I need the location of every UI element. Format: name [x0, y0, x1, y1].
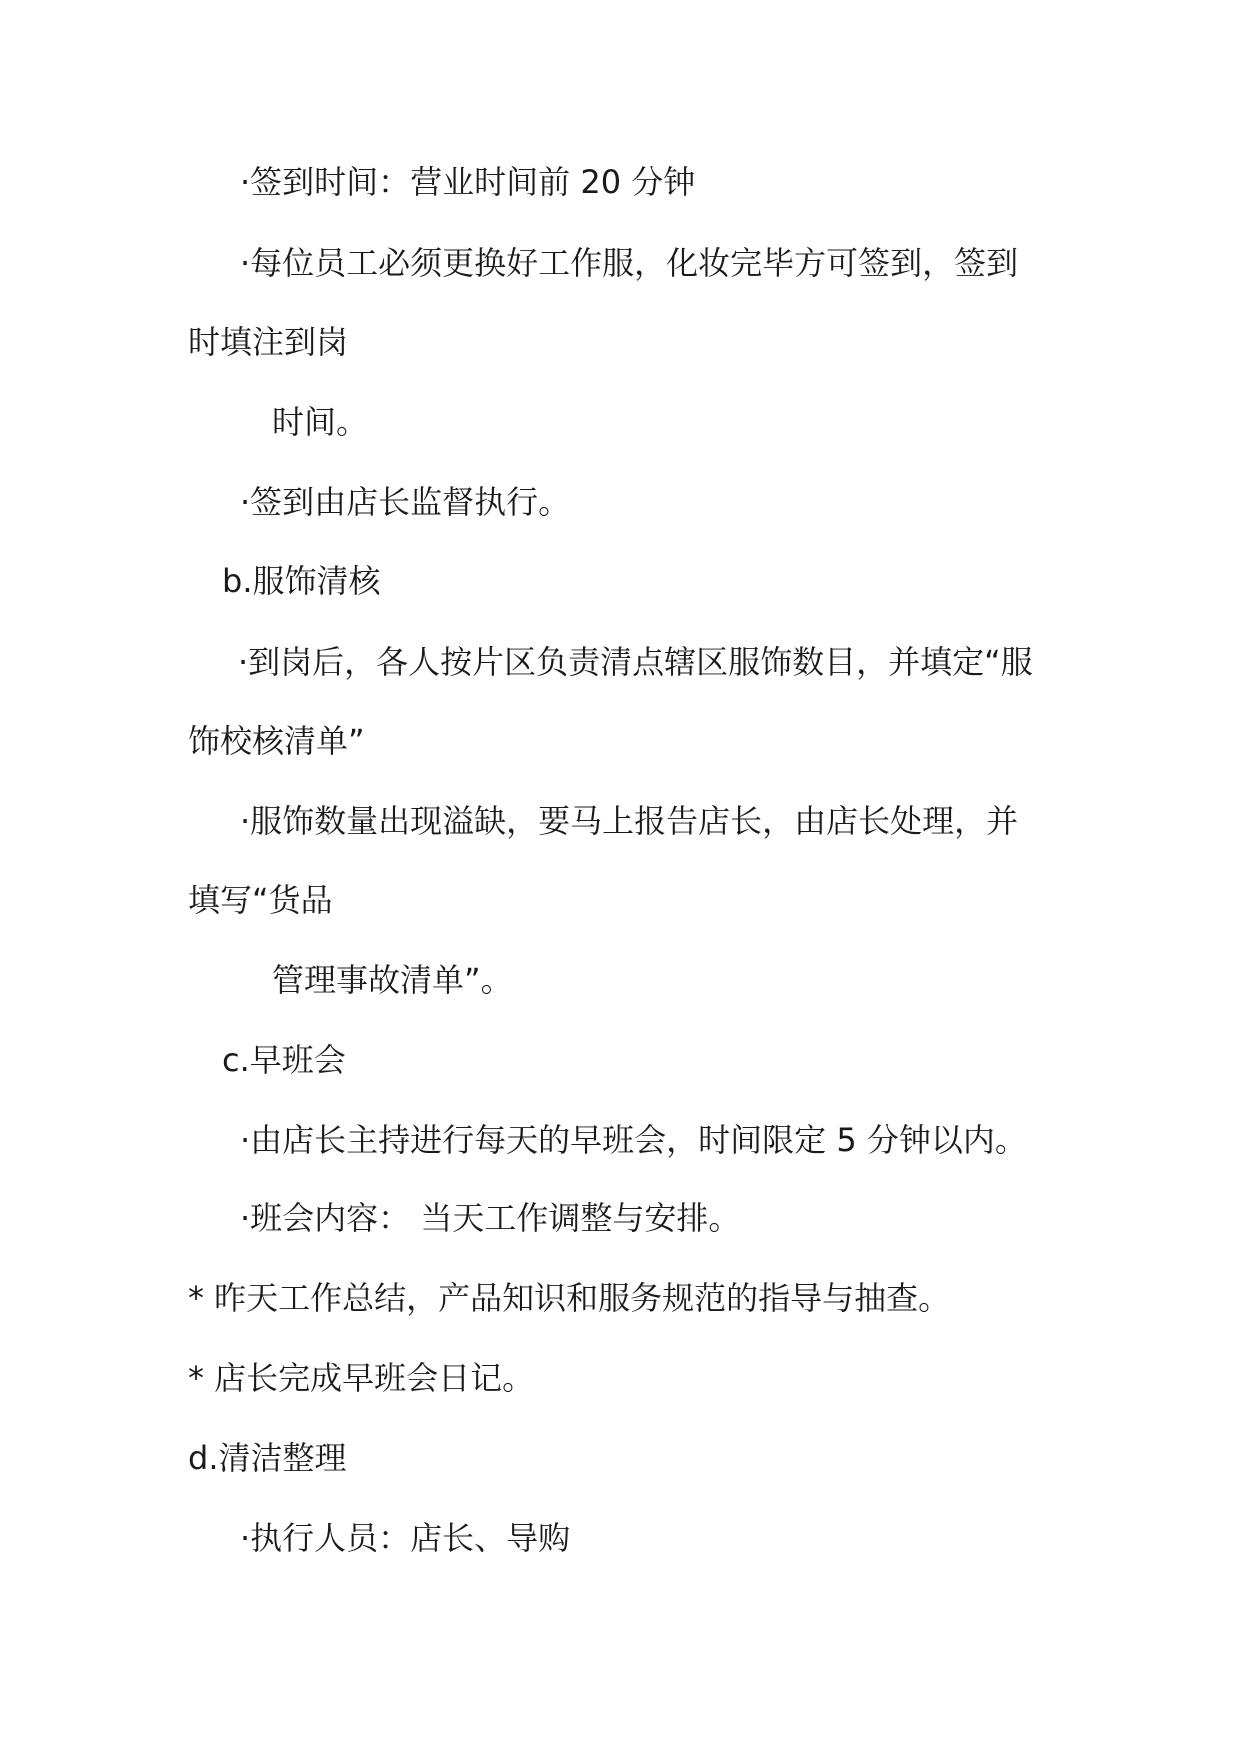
text-line-cleaning-staff: ·执行人员：店长、导购 — [240, 1519, 571, 1557]
text-line-uniform-rule-cont: 时填注到岗 — [188, 323, 349, 361]
section-heading-d: d.清洁整理 — [188, 1439, 347, 1477]
text-line-discrepancy: ·服饰数量出现溢缺，要马上报告店长，由店长处理，并 — [240, 802, 1019, 840]
text-line-meeting-diary: * 店长完成早班会日记。 — [188, 1359, 535, 1397]
text-line-checkin-time: ·签到时间：营业时间前 20 分钟 — [240, 163, 696, 201]
text-line-discrepancy-end: 管理事故清单”。 — [272, 961, 513, 999]
text-line-meeting-content: ·班会内容： 当天工作调整与安排。 — [240, 1199, 741, 1237]
text-line-discrepancy-cont: 填写“货品 — [188, 881, 333, 919]
text-line-clothing-count-cont: 饰校核清单” — [188, 722, 365, 760]
text-line-clothing-count: ·到岗后，各人按片区负责清点辖区服饰数目，并填定“服 — [238, 643, 1033, 681]
text-line-yesterday-summary: * 昨天工作总结，产品知识和服务规范的指导与抽查。 — [188, 1279, 951, 1317]
section-heading-c: c.早班会 — [222, 1041, 346, 1079]
text-line-checkin-supervision: ·签到由店长监督执行。 — [240, 483, 571, 521]
section-heading-b: b.服饰清核 — [222, 562, 381, 600]
text-line-uniform-rule-end: 时间。 — [272, 403, 369, 441]
text-line-uniform-rule: ·每位员工必须更换好工作服，化妆完毕方可签到，签到 — [240, 244, 1019, 282]
text-line-morning-meeting: ·由店长主持进行每天的早班会，时间限定 5 分钟以内。 — [240, 1121, 1027, 1159]
